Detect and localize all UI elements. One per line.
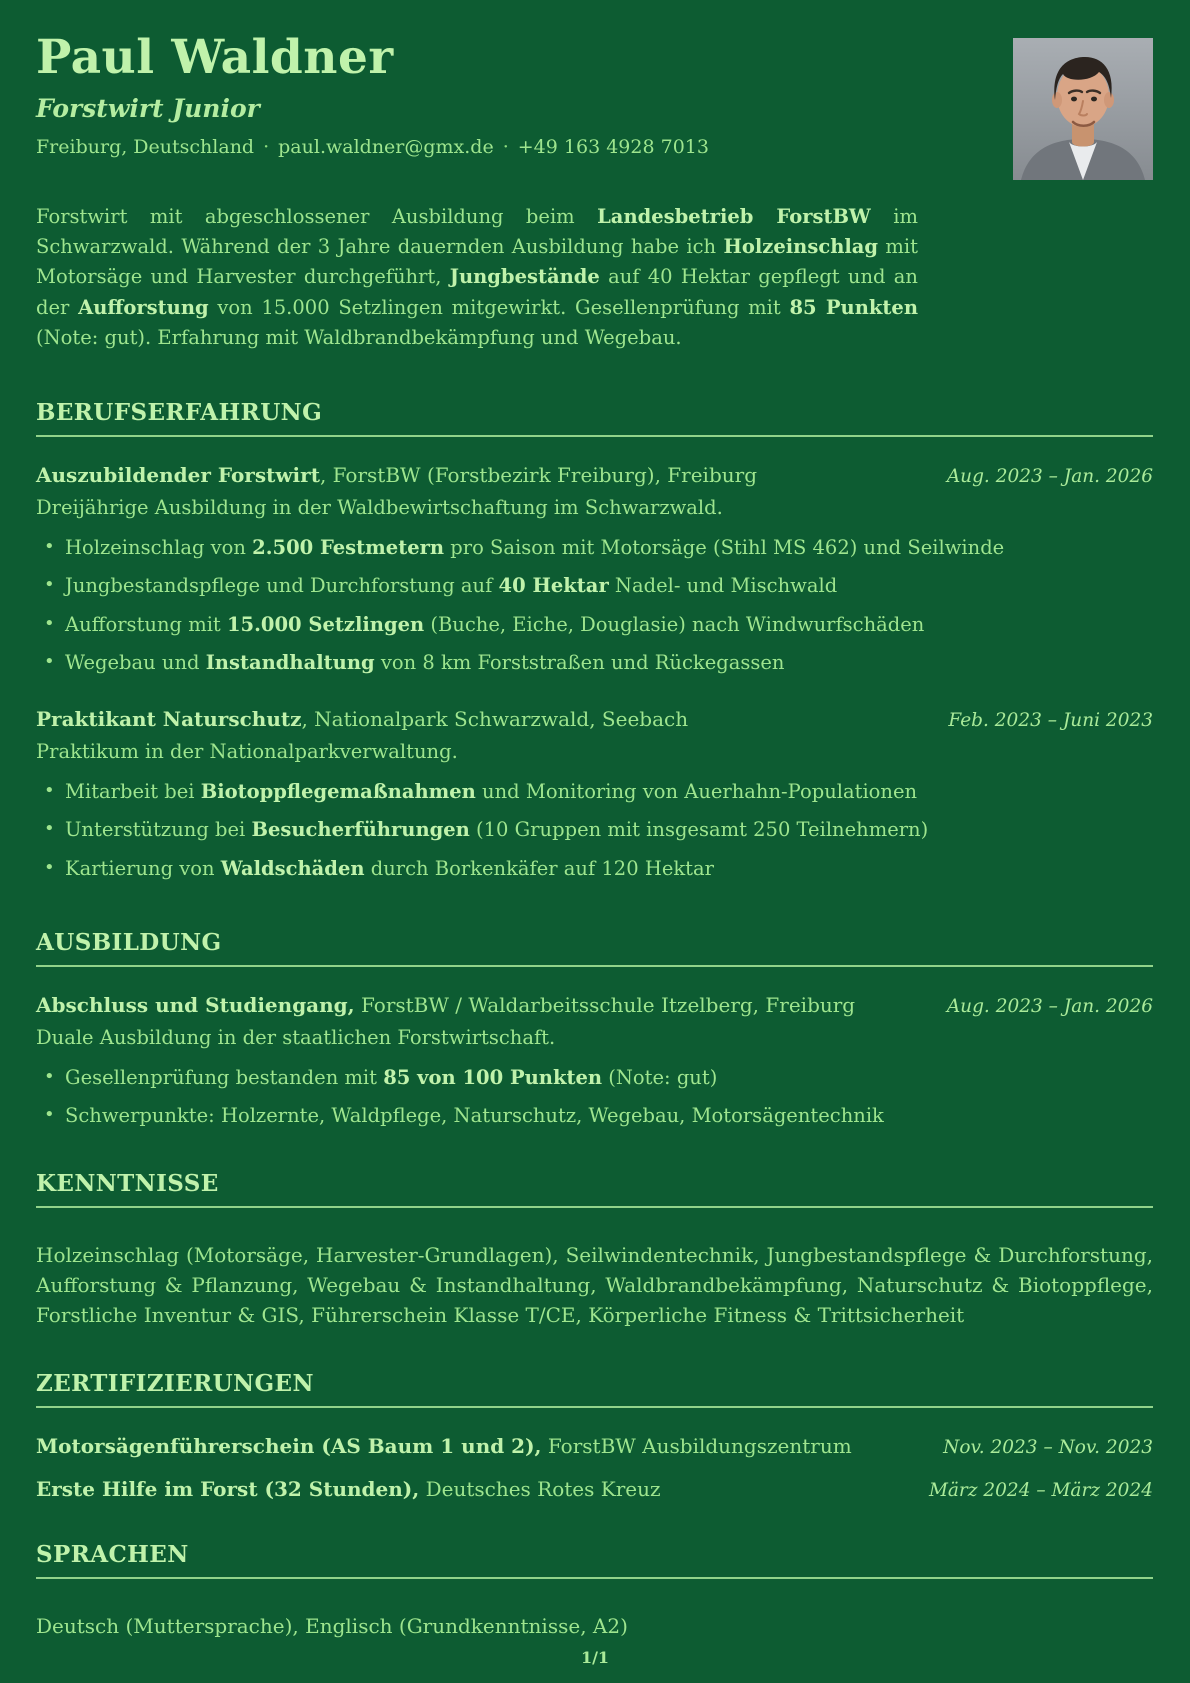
entry-subtitle: Duale Ausbildung in der staatlichen Forstwirtschaft. <box>36 1025 556 1049</box>
entry-date: Aug. 2023 – Jan. 2026 <box>946 995 1153 1017</box>
experience-entry <box>36 463 1153 677</box>
entry-date: Feb. 2023 – Juni 2023 <box>948 710 1153 732</box>
summary-text: Forstwirt mit abgeschlossener Ausbildung beim Landesbetrieb ForstBW im Schwarzwald. Während der 3 Jahre dauernden Ausbildung habe ich Holzeinschlag mit Motorsäge und Harvester durchgeführt, Jungbestände auf 40 Hektar gepflegt und an der Aufforstung von 15.000 Setzlingen mitgewirkt. Gesellenprüfung mit 85 Punkten (Note: gut). Erfahrung mit Waldbrandbekämpfung und Wegebau. <box>36 205 919 349</box>
bullet-item: • Kartierung von Waldschäden durch Borkenkäfer auf 120 Hektar <box>36 854 1153 883</box>
section-languages <box>36 1541 1153 1641</box>
header <box>36 30 1153 180</box>
section-certifications <box>36 1370 1153 1501</box>
contact-separator: · <box>263 135 270 158</box>
bullet-item: • Mitarbeit bei Biotoppflegemaßnahmen und Monitoring von Auerhahn-Populationen <box>36 777 1153 806</box>
section-heading-education: AUSBILDUNG <box>36 929 1153 967</box>
certification-title: Motorsägenführerschein (AS Baum 1 und 2), ForstBW Ausbildungszentrum <box>36 1434 852 1459</box>
contact-line <box>36 136 918 158</box>
bullet-item: • Gesellenprüfung bestanden mit 85 von 100 Punkten (Note: gut) <box>36 1063 1153 1092</box>
languages-text: Deutsch (Muttersprache), Englisch (Grundkenntnisse, A2) <box>36 1614 628 1639</box>
bullet-item: • Schwerpunkte: Holzernte, Waldpflege, Naturschutz, Wegebau, Motorsägentechnik <box>36 1101 1153 1130</box>
skills-text: Holzeinschlag (Motorsäge, Harvester-Grundlagen), Seilwindentechnik, Jungbestandspflege & Durchforstung, Aufforstung & Pflanzung, Wegebau & Instandhaltung, Waldbrandbekämpfung, Naturschutz & Biotoppflege, Forstliche Inventur & GIS, Führerschein Klasse T/CE, Körperliche Fitness & Trittsicherheit <box>36 1243 1153 1328</box>
person-name: Paul Waldner <box>36 30 394 85</box>
entry-head <box>36 463 1153 487</box>
section-heading-certifications: ZERTIFIZIERUNGEN <box>36 1370 1153 1408</box>
section-heading-skills: KENNTNISSE <box>36 1170 1153 1208</box>
education-entry <box>36 993 1153 1131</box>
bullet-item: • Aufforstung mit 15.000 Setzlingen (Buche, Eiche, Douglasie) nach Windwurfschäden <box>36 610 1153 639</box>
entry-title: Praktikant Naturschutz, Nationalpark Schwarzwald, Seebach <box>36 707 689 732</box>
bullet-list <box>36 533 1153 677</box>
contact-email: paul.waldner@gmx.de <box>278 135 494 158</box>
certification-date: März 2024 – März 2024 <box>928 1480 1153 1502</box>
bullet-list <box>36 1063 1153 1131</box>
header-text-block <box>36 30 918 158</box>
role-title: Forstwirt Junior <box>36 93 260 123</box>
entry-subtitle: Praktikum in der Nationalparkverwaltung. <box>36 740 458 764</box>
bullet-item: • Unterstützung bei Besucherführungen (10 Gruppen mit insgesamt 250 Teilnehmern) <box>36 815 1153 844</box>
section-heading-experience: BERUFSERFAHRUNG <box>36 399 1153 437</box>
entry-head <box>36 707 1153 731</box>
bullet-list <box>36 777 1153 883</box>
entry-head <box>36 993 1153 1017</box>
page-number: 1/1 <box>580 1648 610 1667</box>
bullet-item: • Holzeinschlag von 2.500 Festmetern pro Saison mit Motorsäge (Stihl MS 462) und Seilwinde <box>36 533 1153 562</box>
section-heading-languages: SPRACHEN <box>36 1541 1153 1579</box>
contact-location: Freiburg, Deutschland <box>36 135 255 158</box>
certification-title: Erste Hilfe im Forst (32 Stunden), Deutsches Rotes Kreuz <box>36 1477 661 1502</box>
section-skills <box>36 1170 1153 1330</box>
certification-entry <box>36 1477 1153 1501</box>
profile-photo <box>1013 38 1153 180</box>
entry-subtitle: Dreijährige Ausbildung in der Waldbewirtschaftung im Schwarzwald. <box>36 496 723 520</box>
section-experience <box>36 399 1153 883</box>
section-education <box>36 929 1153 1131</box>
entry-title: Auszubildender Forstwirt, ForstBW (Forstbezirk Freiburg), Freiburg <box>36 463 757 488</box>
certification-date: Nov. 2023 – Nov. 2023 <box>943 1437 1153 1459</box>
entry-title: Abschluss und Studiengang, ForstBW / Waldarbeitsschule Itzelberg, Freiburg <box>36 992 856 1017</box>
contact-phone: +49 163 4928 7013 <box>517 135 709 158</box>
entry-date: Aug. 2023 – Jan. 2026 <box>946 466 1153 488</box>
contact-separator: · <box>502 135 509 158</box>
experience-entry <box>36 707 1153 883</box>
certification-entry <box>36 1434 1153 1458</box>
bullet-item: • Wegebau und Instandhaltung von 8 km Forststraßen und Rückegassen <box>36 648 1153 677</box>
bullet-item: • Jungbestandspflege und Durchforstung auf 40 Hektar Nadel- und Mischwald <box>36 571 1153 600</box>
